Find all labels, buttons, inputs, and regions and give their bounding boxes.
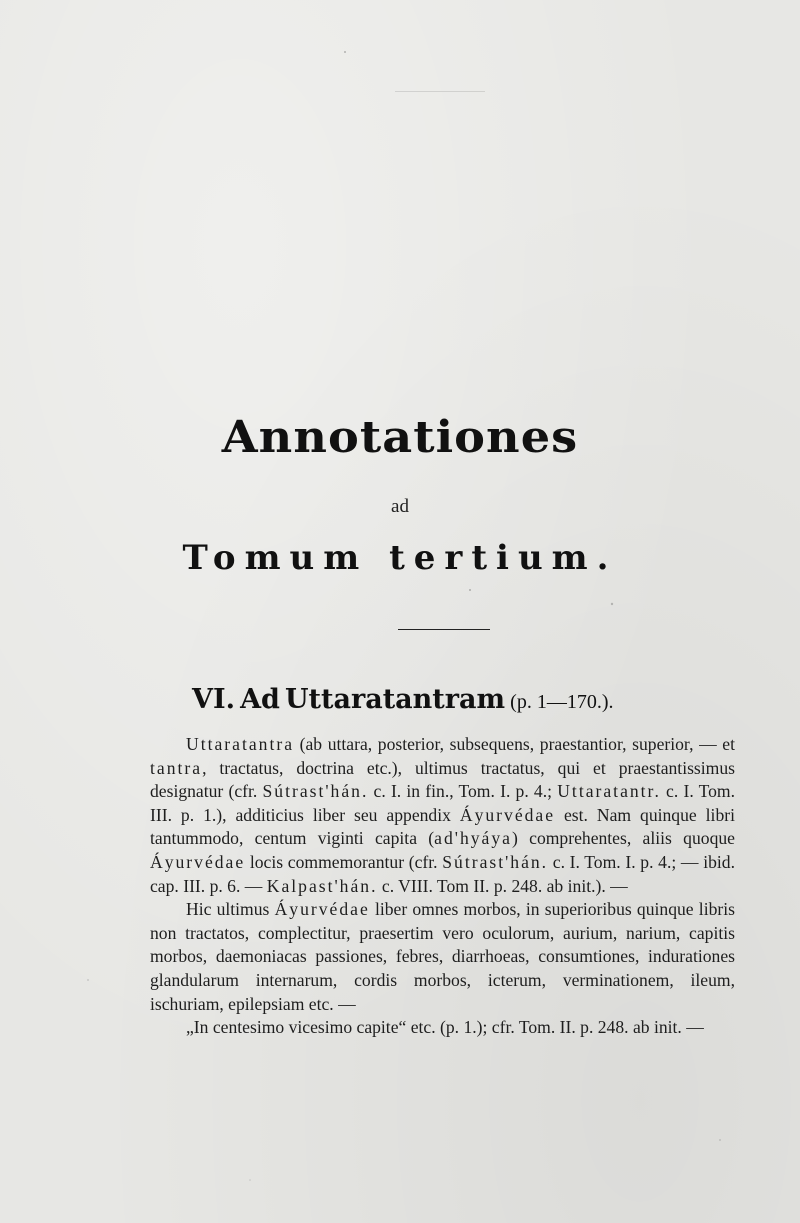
text-run: Hic ultimus [186,899,275,920]
text-run: ) comprehentes, aliis quoque [511,828,735,849]
section-name: Uttaratantram [285,684,506,715]
show-through-page-number [395,70,485,92]
text-run: „In centesimo vicesimo capite“ etc. (p. 1.); cfr. Tom. II. p. 248. ab init. — [186,1017,704,1038]
page-subtitle: Tomum tertium. [182,538,618,578]
page-title: Annotationes [221,412,579,463]
section-page-ref: (p. 1—170.). [510,691,614,713]
spaced-term: Áyurvédae [274,899,370,920]
section-number: VI. [192,684,235,715]
spaced-term: Uttaratantra [186,734,295,754]
text-run: , tractatus, doctrina etc.), ultimus tractatus, qui et praestantissimus designatur (cfr. [150,757,735,802]
section-heading [192,684,613,715]
spaced-term: Uttaratantr. [557,781,661,802]
spaced-term: Sútrast'hán. [442,851,549,872]
body-text [150,733,735,1040]
spaced-term: Áyurvédae [459,804,556,825]
spaced-term: ad'hyáya [434,828,512,849]
title-connector: ad [391,496,409,517]
paragraph [150,898,735,1016]
text-run: c. I. Tom. I. p. 4.; — ibid. cap. III. p. 6. — [150,851,735,896]
paragraph [150,1016,735,1040]
text-run: c. I. Tom. III. p. 1.), additicius liber seu appendix [150,781,735,825]
text-run: liber omnes morbos, in superioribus quinque libris non tractatos, complectitur, praesertim vero oculorum, aurium, narium, capitis morbos, daemoniacas passiones, febres, diarrhoeas, consumtiones, indurationes glandularum internarum, cordis morbos, icterum, verminationem, ileum, ischuriam, epilepsiam etc. — [150,899,735,1014]
text-run: est. Nam quinque libri tantummodo, centum viginti capita ( [150,804,735,849]
text-run: (ab uttara, posterior, subsequens, praestantior, superior, — et [294,734,735,754]
divider-rule [398,629,490,630]
paragraph [150,733,735,898]
section-ad: Ad [240,684,280,715]
spaced-term: tantra [150,757,203,778]
spaced-term: Sútrast'hán. [262,781,369,802]
text-run: locis commemorantur (cfr. [245,851,443,872]
text-run: c. I. in fin., Tom. I. p. 4.; [368,781,558,802]
spaced-term: Kalpast'hán. [266,875,378,896]
spaced-term: Áyurvédae [150,851,246,872]
text-run: c. VIII. Tom II. p. 248. ab init.). — [377,875,628,896]
